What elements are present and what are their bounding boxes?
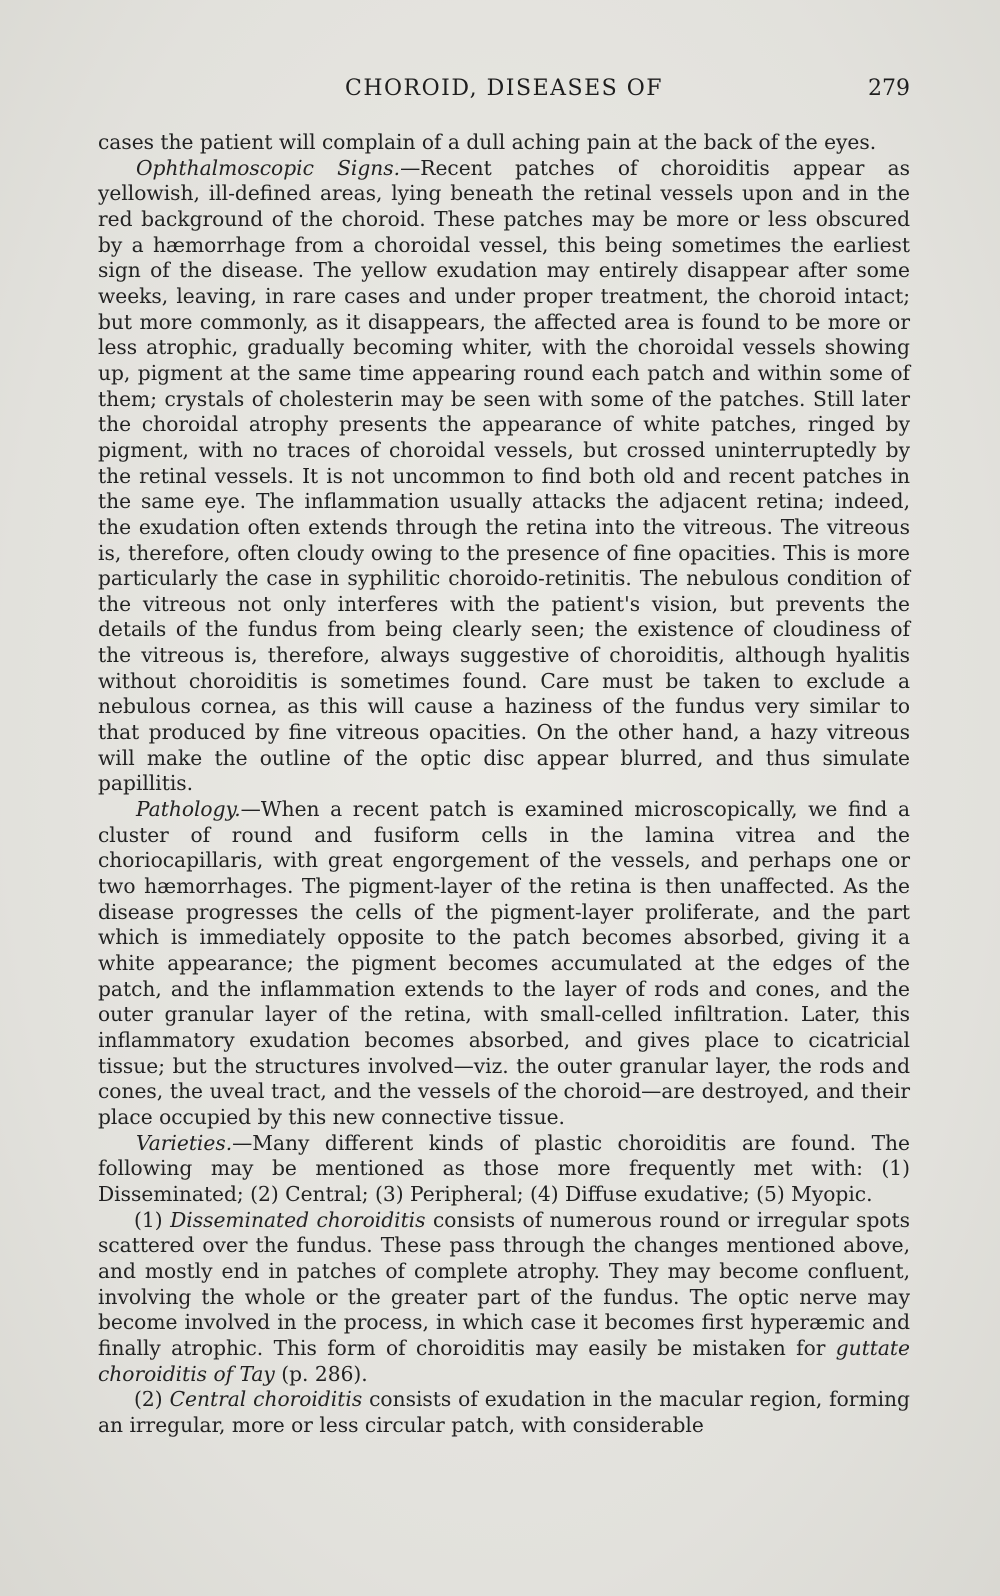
item-term: Central choroiditis <box>169 1387 363 1412</box>
paragraph-text: consists of exudation in the macular region, forming an irregular, more or less circular patch, with considerable <box>98 1387 910 1437</box>
section-lead: Ophthalmoscopic Signs. <box>136 155 401 180</box>
paragraph-continued <box>98 130 910 156</box>
paragraph-disseminated-choroiditis <box>98 1208 910 1388</box>
paragraph-ophthalmoscopic-signs <box>98 156 910 797</box>
section-lead: Varieties. <box>136 1130 233 1155</box>
paragraph-text: —Recent patches of choroiditis appear as yellowish, ill-defined areas, lying beneath the retinal vessels upon and in the red background of the choroid. These patches may be more or less obscured by a hæmorrhage from a choroidal vessel, this being sometimes the earliest sign of the disease. The yellow exudation may entirely disappear after some weeks, leaving, in rare cases and under proper treatment, the choroid intact; but more commonly, as it disappears, the affected area is found to be more or less atrophic, gradually becoming whiter, with the choroidal vessels showing up, pigment at the same time appearing round each patch and within some of them; crystals of cholesterin may be seen with some of the patches. Still later the choroidal atrophy presents the appearance of white patches, ringed by pigment, with no traces of choroidal vessels, but crossed uninterruptedly by the retinal vessels. It is not uncommon to find both old and recent patches in the same eye. The inflammation usually attacks the adjacent retina; indeed, the exudation often extends through the retina into the vitreous. The vitreous is, therefore, often cloudy owing to the presence of fine opacities. This is more particularly the case in syphilitic choroido-retinitis. The nebulous condition of the vitreous not only interferes with the patient's vision, but prevents the details of the fundus from being clearly seen; the existence of cloudiness of the vitreous is, therefore, always suggestive of choroiditis, although hyalitis without choroiditis is sometimes found. Care must be taken to exclude a nebulous cornea, as this will cause a haziness of the fundus very similar to that produced by fine vitreous opacities. On the other hand, a hazy vitreous will make the outline of the optic disc appear blurred, and thus simulate papillitis. <box>98 155 910 796</box>
paragraph-central-choroiditis <box>98 1387 910 1438</box>
page-number: 279 <box>868 76 910 101</box>
paragraph-pathology <box>98 797 910 1131</box>
page-header <box>98 76 910 108</box>
paragraph-text: —Many different kinds of plastic choroiditis are found. The following may be mentioned as those more frequently met with: (1) Disseminated; (2) Central; (3) Peripheral; (4) Diffuse exudative; (5) Myopic. <box>98 1130 910 1206</box>
item-number: (2) <box>134 1387 163 1412</box>
paragraph-varieties <box>98 1131 910 1208</box>
paragraph-text: —When a recent patch is examined microscopically, we find a cluster of round and fusiform cells in the lamina vitrea and the choriocapillaris, with great engorgement of the vessels, and perhaps one or two hæmorrhages. The pigment-layer of the retina is then unaffected. As the disease progresses the cells of the pigment-layer proliferate, and the part which is immediately opposite to the patch becomes absorbed, giving it a white appearance; the pigment becomes accumulated at the edges of the patch, and the inflammation extends to the layer of rods and cones, and the outer granular layer of the retina, with small-celled infiltration. Later, this inflammatory exudation becomes absorbed, and gives place to cicatricial tissue; but the structures involved—viz. the outer granular layer, the rods and cones, the uveal tract, and the vessels of the choroid—are destroyed, and their place occupied by this new connective tissue. <box>98 797 910 1129</box>
running-head: CHOROID, DISEASES OF <box>344 76 664 101</box>
item-term: Disseminated choroiditis <box>170 1207 426 1232</box>
section-lead: Pathology. <box>136 797 241 822</box>
body-text <box>98 130 910 1438</box>
cross-reference-page: (p. 286). <box>274 1361 368 1386</box>
paragraph-text: cases the patient will complain of a dull aching pain at the back of the eyes. <box>98 130 877 154</box>
paragraph-text: consists of numerous round or irregular spots scattered over the fundus. These pass through the changes mentioned above, and mostly end in patches of complete atrophy. They may become confluent, involving the whole or the greater part of the fundus. The optic nerve may become involved in the process, in which case it becomes first hyperæmic and finally atrophic. This form of choroiditis may easily be mistaken for <box>98 1207 910 1360</box>
cross-reference-term: guttate choroiditis of Tay <box>98 1335 910 1386</box>
item-number: (1) <box>134 1207 163 1232</box>
